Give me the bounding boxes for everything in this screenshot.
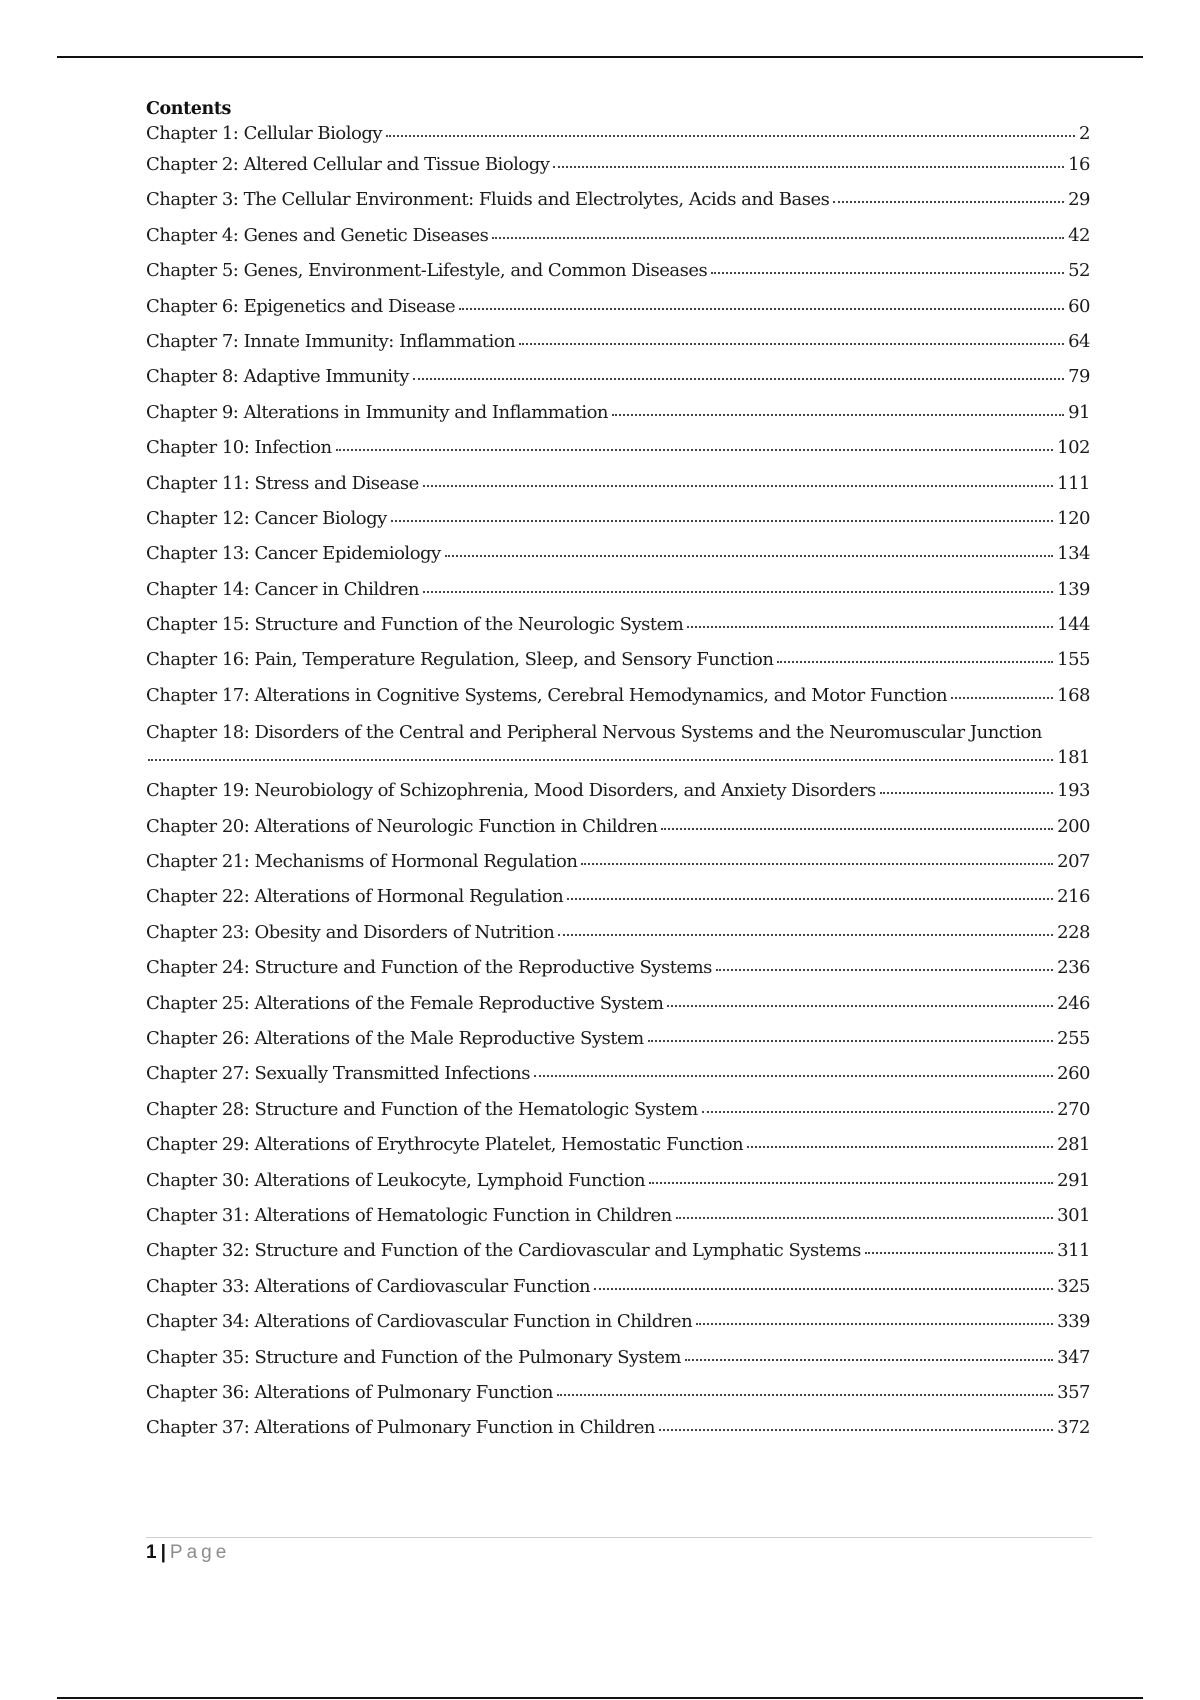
toc-dot-leader [459,307,1064,310]
toc-entry-page: 325 [1057,1275,1090,1297]
toc-entry-page: 281 [1057,1134,1090,1156]
header-rule [57,56,1143,58]
toc-entry-page: 134 [1057,543,1090,565]
toc-entry-title: Chapter 14: Cancer in Children [146,578,419,600]
toc-dot-leader [659,1428,1053,1431]
toc-dot-leader [716,968,1053,971]
toc-entry[interactable] [146,123,1090,154]
toc-entry[interactable] [146,993,1090,1028]
toc-dot-leader [649,1181,1053,1184]
toc-entry-page: 236 [1057,957,1090,979]
toc-dot-leader [661,827,1053,830]
toc-dot-leader [594,1287,1053,1290]
toc-entry-page: 60 [1068,295,1090,317]
toc-dot-leader [685,1358,1053,1361]
toc-entry[interactable] [146,154,1090,189]
toc-entry-page: 228 [1057,921,1090,943]
toc-entry-title: Chapter 9: Alterations in Immunity and Inflammation [146,401,609,423]
bottom-rule [57,1697,1143,1699]
toc-dot-leader [865,1251,1053,1254]
toc-entry-title: Chapter 10: Infection [146,437,332,459]
toc-entry[interactable] [146,1170,1090,1205]
toc-entry[interactable] [146,260,1090,295]
toc-entry-title: Chapter 31: Alterations of Hematologic Function in Children [146,1204,672,1226]
toc-entry-page: 16 [1068,154,1090,175]
toc-entry-title: Chapter 8: Adaptive Immunity [146,366,409,388]
toc-entry-page: 339 [1057,1311,1090,1333]
footer-page-number: 1 [146,1542,157,1563]
toc-dot-leader [581,862,1053,865]
toc-entry-title: Chapter 33: Alterations of Cardiovascular Function [146,1275,591,1297]
toc-entry-title: Chapter 29: Alterations of Erythrocyte Platelet, Hemostatic Function [146,1134,744,1156]
toc-entry-page: 311 [1057,1240,1090,1262]
toc-dot-leader [747,1145,1053,1148]
toc-entry[interactable] [146,1063,1090,1098]
toc-entry[interactable] [146,1276,1090,1311]
toc-dot-leader [391,519,1053,522]
toc-entry[interactable] [146,331,1090,366]
toc-entry-title: Chapter 4: Genes and Genetic Diseases [146,224,489,246]
toc-entry-title: Chapter 22: Alterations of Hormonal Regulation [146,886,564,908]
toc-entry[interactable] [146,1347,1090,1382]
toc-entry-page: 52 [1068,260,1090,282]
toc-entry-page: 64 [1068,330,1090,352]
toc-entry-title: Chapter 2: Altered Cellular and Tissue Biology [146,154,550,175]
toc-entry-title: Chapter 7: Innate Immunity: Inflammation [146,330,516,352]
toc-entry-title: Chapter 19: Neurobiology of Schizophrenia, Mood Disorders, and Anxiety Disorders [146,780,876,802]
toc-entry-title: Chapter 3: The Cellular Environment: Fluids and Electrolytes, Acids and Bases [146,189,830,211]
toc-entry[interactable] [146,1240,1090,1275]
toc-entry-page: 181 [1057,747,1090,769]
toc-entry-page: 193 [1057,780,1090,802]
toc-entry-page: 255 [1057,1027,1090,1049]
toc-entry-page: 260 [1057,1063,1090,1085]
toc-entry[interactable] [146,1417,1090,1452]
toc-entry[interactable] [146,366,1090,401]
toc-entry-page: 291 [1057,1169,1090,1191]
toc-entry[interactable] [146,402,1090,437]
toc-heading: Contents [146,99,232,119]
toc-dot-leader [951,696,1053,699]
toc-dot-leader [423,484,1053,487]
toc-entry-title: Chapter 23: Obesity and Disorders of Nutrition [146,921,555,943]
toc-entry[interactable] [146,437,1090,472]
toc-entry[interactable] [146,1382,1090,1417]
footer-page-word: Page [169,1542,231,1563]
toc-entry-page: 111 [1057,472,1090,494]
toc-entry-page: 79 [1068,366,1090,388]
toc-dot-leader [648,1039,1053,1042]
toc-entry[interactable] [146,957,1090,992]
footer-rule [146,1537,1092,1538]
toc-entry-list [146,123,1090,1453]
toc-dot-leader [702,1110,1053,1113]
toc-dot-leader [833,200,1064,203]
toc-dot-leader [492,236,1064,239]
toc-entry-title: Chapter 20: Alterations of Neurologic Function in Children [146,815,658,837]
page-footer [146,1541,230,1565]
toc-entry-title: Chapter 27: Sexually Transmitted Infections [146,1063,531,1085]
toc-entry-title: Chapter 18: Disorders of the Central and Peripheral Nervous Systems and the Neuromuscular Junction [146,722,1042,744]
toc-entry-page: 2 [1079,123,1090,144]
footer-separator: | [160,1542,166,1563]
toc-entry[interactable] [146,1311,1090,1346]
toc-entry-title: Chapter 11: Stress and Disease [146,472,419,494]
toc-dot-leader [676,1216,1053,1219]
toc-entry-title: Chapter 24: Structure and Function of the Reproductive Systems [146,957,712,979]
toc-dot-leader [557,1393,1053,1396]
toc-entry-title: Chapter 17: Alterations in Cognitive Systems, Cerebral Hemodynamics, and Motor Function [146,684,948,706]
toc-entry-page: 139 [1057,578,1090,600]
toc-entry-title: Chapter 16: Pain, Temperature Regulation, Sleep, and Sensory Function [146,649,774,671]
toc-entry[interactable] [146,296,1090,331]
toc-entry-page: 144 [1057,614,1090,636]
toc-entry-page: 29 [1068,189,1090,211]
toc-dot-leader [567,897,1053,900]
toc-entry-title: Chapter 15: Structure and Function of the Neurologic System [146,614,684,636]
table-of-contents [146,98,1090,1453]
toc-dot-leader [445,554,1053,557]
toc-dot-leader [553,165,1064,168]
toc-entry[interactable] [146,508,1090,543]
toc-dot-leader [413,377,1064,380]
toc-entry-title: Chapter 25: Alterations of the Female Reproductive System [146,992,664,1014]
toc-entry[interactable] [146,225,1090,260]
toc-entry[interactable] [146,614,1090,649]
toc-dot-leader [612,413,1064,416]
toc-dot-leader [519,342,1064,345]
toc-entry[interactable] [146,579,1090,614]
toc-dot-leader [667,1004,1053,1007]
toc-entry-title: Chapter 28: Structure and Function of the Hematologic System [146,1098,698,1120]
toc-entry[interactable] [146,473,1090,508]
toc-entry[interactable] [146,851,1090,886]
toc-entry-title: Chapter 6: Epigenetics and Disease [146,295,456,317]
toc-entry-title: Chapter 34: Alterations of Cardiovascular Function in Children [146,1311,693,1333]
toc-entry[interactable] [146,922,1090,957]
toc-entry-page: 207 [1057,851,1090,873]
toc-entry-title: Chapter 37: Alterations of Pulmonary Function in Children [146,1417,656,1439]
toc-entry-title: Chapter 36: Alterations of Pulmonary Function [146,1381,553,1403]
toc-entry[interactable] [146,780,1090,815]
toc-entry-title: Chapter 26: Alterations of the Male Reproductive System [146,1027,644,1049]
toc-dot-leader [880,791,1053,794]
toc-dot-leader [696,1322,1053,1325]
toc-entry[interactable] [146,685,1090,720]
toc-entry-title: Chapter 30: Alterations of Leukocyte, Lymphoid Function [146,1169,646,1191]
toc-dot-leader [423,590,1053,593]
toc-entry[interactable] [146,1205,1090,1240]
toc-dot-leader [336,448,1054,451]
toc-entry-title: Chapter 12: Cancer Biology [146,507,387,529]
toc-dot-leader [687,625,1053,628]
toc-entry-page: 372 [1057,1417,1090,1439]
toc-entry-title: Chapter 1: Cellular Biology [146,123,383,144]
toc-entry-title: Chapter 21: Mechanisms of Hormonal Regulation [146,851,578,873]
toc-entry[interactable] [146,543,1090,578]
toc-entry[interactable] [146,816,1090,851]
toc-dot-leader [386,134,1075,137]
toc-entry-title: Chapter 5: Genes, Environment-Lifestyle, and Common Diseases [146,260,708,282]
toc-entry-title: Chapter 13: Cancer Epidemiology [146,543,441,565]
toc-entry-page: 42 [1068,224,1090,246]
toc-entry[interactable] [146,1028,1090,1063]
toc-entry-page: 301 [1057,1204,1090,1226]
toc-dot-leader [534,1074,1053,1077]
toc-entry[interactable] [146,1134,1090,1169]
toc-entry-page: 155 [1057,649,1090,671]
toc-entry-page: 102 [1057,437,1090,459]
toc-entry-page: 200 [1057,815,1090,837]
toc-entry[interactable] [146,720,1090,780]
toc-entry[interactable] [146,189,1090,224]
toc-entry-page: 91 [1068,401,1090,423]
toc-entry-page: 270 [1057,1098,1090,1120]
toc-entry-page: 347 [1057,1346,1090,1368]
toc-entry-title: Chapter 35: Structure and Function of the Pulmonary System [146,1346,681,1368]
toc-dot-leader [148,758,1053,761]
toc-dot-leader [558,933,1053,936]
toc-entry-page: 216 [1057,886,1090,908]
toc-entry[interactable] [146,1099,1090,1134]
toc-entry-page: 120 [1057,507,1090,529]
toc-entry-title: Chapter 32: Structure and Function of the Cardiovascular and Lymphatic Systems [146,1240,861,1262]
toc-dot-leader [777,660,1053,663]
toc-entry[interactable] [146,886,1090,921]
toc-entry[interactable] [146,649,1090,684]
toc-entry-page: 357 [1057,1381,1090,1403]
toc-dot-leader [711,271,1064,274]
toc-entry-page: 168 [1057,684,1090,706]
toc-entry-page: 246 [1057,992,1090,1014]
